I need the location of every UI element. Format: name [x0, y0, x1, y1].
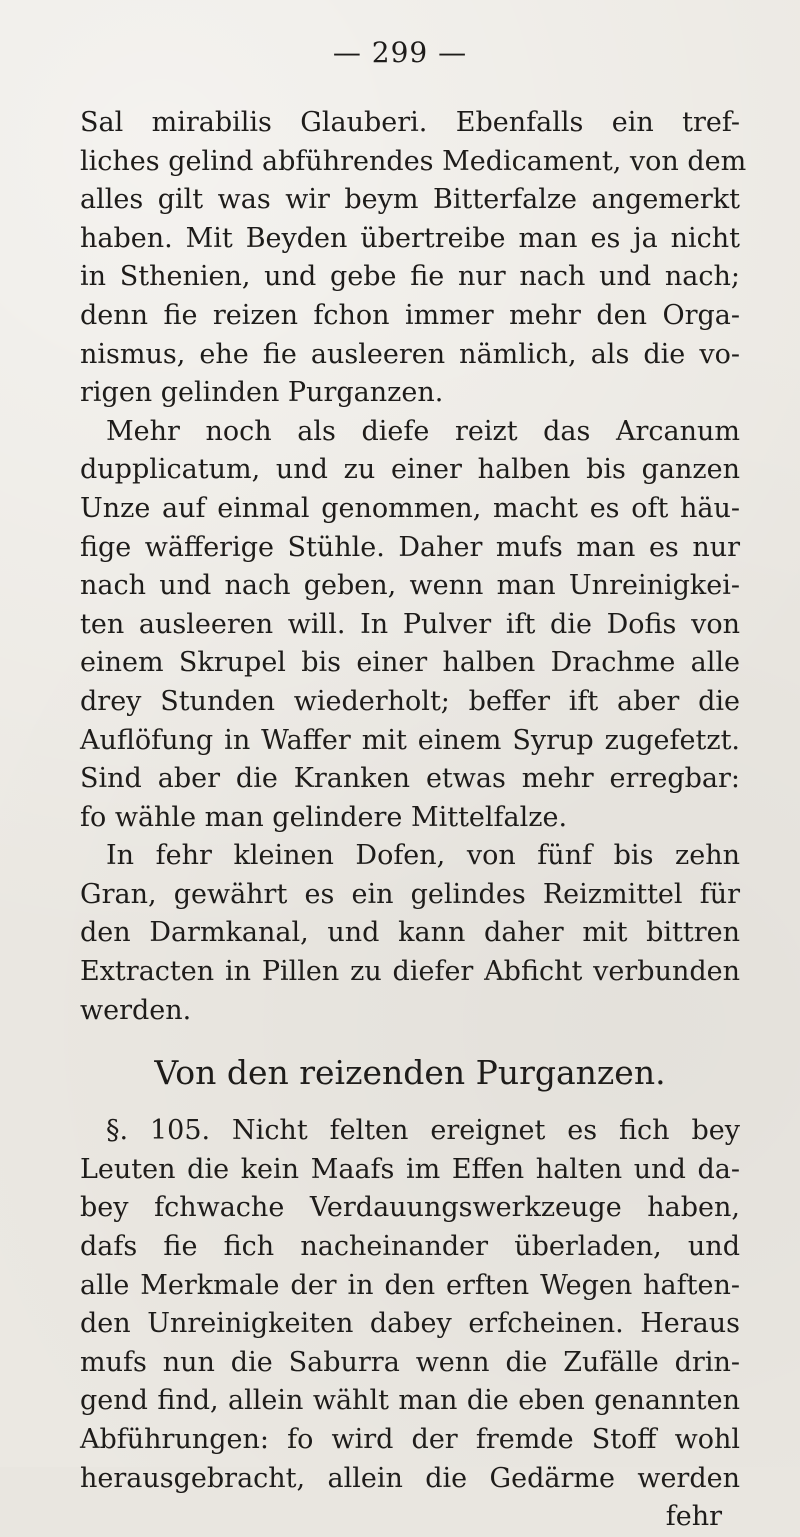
text-line: herausgebracht, allein die Gedärme werden: [80, 1462, 740, 1494]
text-line: Unze auf einmal genommen, macht es oft häu-: [80, 492, 740, 524]
text-line: ten ausleeren will. In Pulver ift die Dofis von: [80, 608, 740, 640]
text-line: dupplicatum, und zu einer halben bis ganzen: [80, 454, 740, 486]
text-line: Mehr noch als diefe reizt das Arcanum: [106, 415, 740, 447]
text-line: denn fie reizen fchon immer mehr den Orga-: [80, 299, 740, 331]
text-line: Sal mirabilis Glauberi. Ebenfalls ein tref-: [80, 107, 740, 138]
page-body: [80, 104, 747, 1537]
text-line: werden.: [80, 994, 192, 1026]
text-line: rigen gelinden Purganzen.: [80, 377, 444, 409]
text-line: einem Skrupel bis einer halben Drachme alle: [80, 647, 740, 679]
text-line: Abführungen: fo wird der fremde Stoff wohl: [80, 1424, 740, 1455]
text-line: den Darmkanal, und kann daher mit bittren: [80, 917, 740, 949]
text-line: Auflöfung in Waffer mit einem Syrup zugefetzt.: [80, 724, 740, 756]
text-line: Leuten die kein Maafs im Effen halten und da-: [80, 1153, 740, 1185]
text-line: gend find, allein wählt man die eben genannten: [80, 1385, 740, 1417]
text-line: Gran, gewährt es ein gelindes Reizmittel für: [80, 878, 740, 910]
text-line: Sind aber die Kranken etwas mehr erregbar:: [80, 763, 740, 795]
catchword: fehr: [665, 1501, 722, 1533]
paragraph-sal-mirabilis: [80, 104, 747, 413]
text-line: In fehr kleinen Dofen, von fünf bis zehn: [106, 840, 740, 872]
section-heading: Von den reizenden Purganzen.: [154, 1053, 666, 1093]
text-line: §. 105. Nicht felten ereignet es fich bey: [106, 1115, 740, 1147]
text-line: dafs fie fich nacheinander überladen, und: [80, 1231, 740, 1263]
text-line: liches gelind abführendes Medicament, von dem: [80, 145, 747, 177]
text-line: fo wähle man gelindere Mittelfalze.: [80, 801, 568, 833]
text-line: den Unreinigkeiten dabey erfcheinen. Heraus: [80, 1308, 740, 1340]
paragraph-arcanum: [80, 413, 740, 838]
text-line: mufs nun die Saburra wenn die Zufälle drin-: [80, 1346, 740, 1378]
text-line: nismus, ehe fie ausleeren nämlich, als die vo-: [80, 338, 740, 370]
text-line: in Sthenien, und gebe fie nur nach und nach;: [80, 261, 740, 293]
text-line: nach und nach geben, wenn man Unreinigkei-: [80, 570, 740, 602]
text-line: alles gilt was wir beym Bitterfalze angemerkt: [80, 184, 740, 216]
text-line: fige wäfferige Stühle. Daher mufs man es nur: [80, 531, 740, 563]
text-line: alle Merkmale der in den erften Wegen haften-: [80, 1269, 740, 1301]
text-line: bey fchwache Verdauungswerkzeuge haben,: [80, 1192, 740, 1224]
page-number: — 299 —: [332, 36, 468, 69]
paragraph-small-doses: [80, 837, 740, 1030]
text-line: haben. Mit Beyden übertreibe man es ja nicht: [80, 222, 740, 254]
text-line: Extracten in Pillen zu diefer Abficht verbunden: [80, 956, 740, 988]
text-line: drey Stunden wiederholt; beffer ift aber die: [80, 685, 740, 717]
paragraph-section-105: [80, 1112, 740, 1498]
